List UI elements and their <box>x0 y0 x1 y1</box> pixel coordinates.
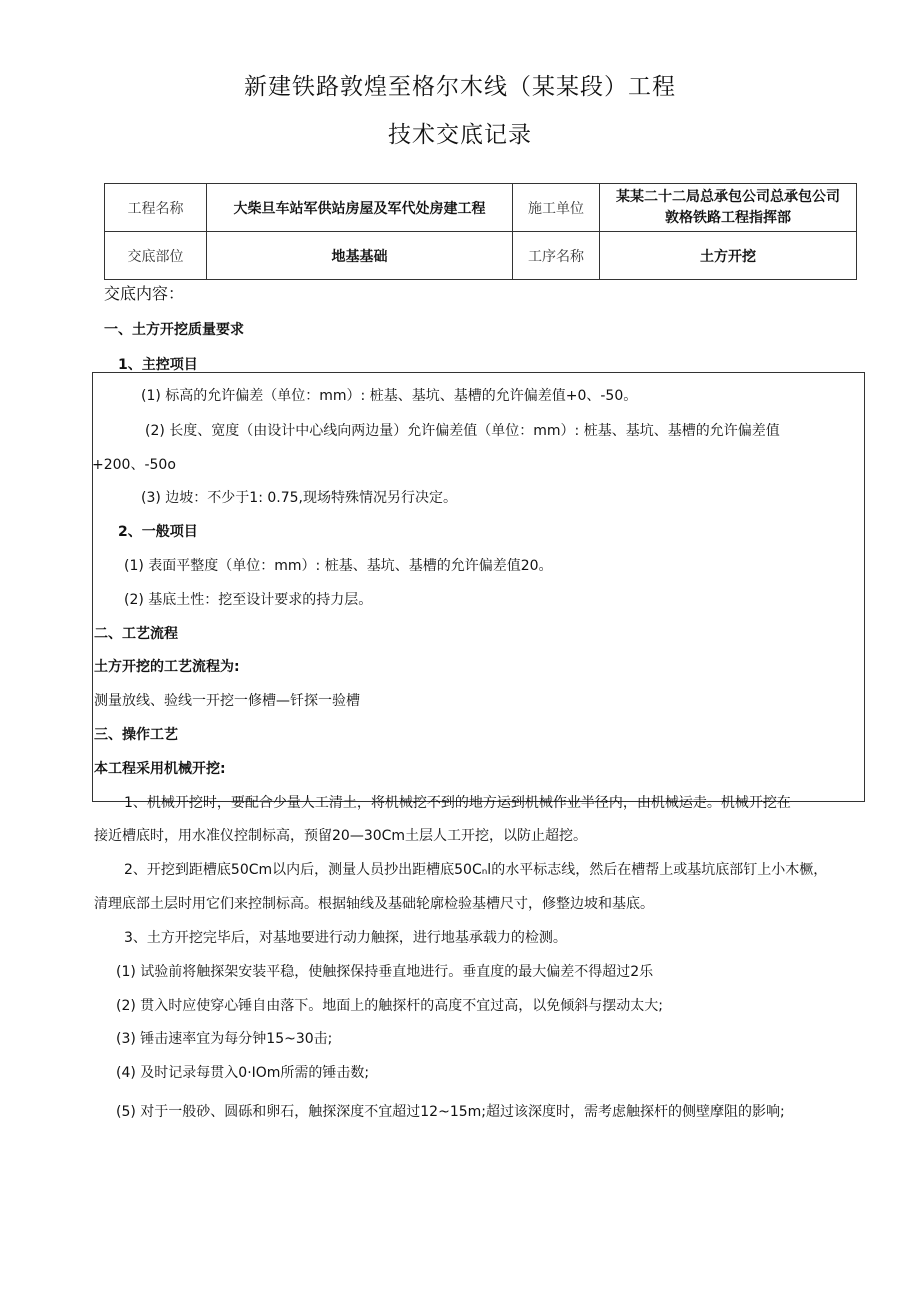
section-3-subheading: 本工程采用机械开挖: <box>94 761 226 777</box>
project-name-label: 工程名称 <box>105 184 207 232</box>
main-item-2-line1: (2) 长度、宽度（由设计中心线向两边量）允许偏差值（单位：mm）: 桩基、基坑、基槽的允许偏差值 <box>145 423 780 439</box>
content-intro: 交底内容： <box>104 284 185 303</box>
contractor-value-line2: 敦格铁路工程指挥部 <box>665 209 791 226</box>
document-subtitle: 技术交底记录 <box>388 122 532 148</box>
test-item-4: (4) 及时记录每贯入0·IOm所需的锤击数; <box>116 1065 370 1081</box>
test-item-1: (1) 试验前将触探架安装平稳，使触探保持垂直地进行。垂直度的最大偏差不得超过2乐 <box>116 964 654 980</box>
process-label: 工序名称 <box>513 232 600 280</box>
section-2-heading: 二、工艺流程 <box>94 626 178 642</box>
main-item-2-line2: +200、-50o <box>92 457 176 473</box>
part-value: 地基基础 <box>207 232 513 280</box>
test-item-3: (3) 锤击速率宜为每分钟15~30击; <box>116 1031 333 1047</box>
contractor-label: 施工单位 <box>513 184 600 232</box>
main-items-heading: 1、主控项目 <box>118 357 198 373</box>
process-flow: 测量放线、验线一开挖一修槽—钎探一验槽 <box>94 693 360 709</box>
general-item-1: (1) 表面平整度（单位：mm）: 桩基、基坑、基槽的允许偏差值20。 <box>124 558 553 574</box>
general-item-2: (2) 基底土性：挖至设计要求的持力层。 <box>124 592 373 608</box>
test-item-2: (2) 贯入时应使穿心锤自由落下。地面上的触探杆的高度不宜过高，以免倾斜与摆动太大; <box>116 998 663 1014</box>
process-value: 土方开挖 <box>600 232 857 280</box>
paragraph-1-line1: 1、机械开挖时，要配合少量人工清土，将机械挖不到的地方运到机械作业半径内，由机械运走。机械开挖在 <box>124 795 791 811</box>
general-items-heading: 2、一般项目 <box>118 524 198 540</box>
document-title: 新建铁路敦煌至格尔木线（某某段）工程 <box>244 74 676 100</box>
table-row <box>105 232 857 280</box>
paragraph-2-line1: 2、开挖到距槽底50Cm以内后，测量人员抄出距槽底50Cₙl的水平标志线，然后在槽帮上或基坑底部钉上小木橛， <box>124 862 828 878</box>
paragraph-3: 3、土方开挖完毕后，对基地要进行动力触探，进行地基承载力的检测。 <box>124 930 567 946</box>
table-row <box>105 184 857 232</box>
section-2-subheading: 土方开挖的工艺流程为: <box>94 659 240 675</box>
section-1-heading: 一、土方开挖质量要求 <box>104 322 244 338</box>
section-3-heading: 三、操作工艺 <box>94 727 178 743</box>
paragraph-2-line2: 清理底部土层时用它们来控制标高。根据轴线及基础轮廓检验基槽尺寸，修整边坡和基底。 <box>94 896 654 912</box>
test-item-5: (5) 对于一般砂、圆砾和卵石，触探深度不宜超过12~15m;超过该深度时，需考虑触探杆的侧壁摩阻的影响; <box>116 1104 785 1120</box>
part-label: 交底部位 <box>105 232 207 280</box>
main-item-1: (1) 标高的允许偏差（单位：mm）: 桩基、基坑、基槽的允许偏差值+0、-50。 <box>141 388 638 404</box>
contractor-value <box>600 184 857 232</box>
info-table <box>104 183 857 280</box>
contractor-value-line1: 某某二十二局总承包公司总承包公司 <box>616 188 840 205</box>
project-name-value: 大柴旦车站军供站房屋及军代处房建工程 <box>207 184 513 232</box>
paragraph-1-line2: 接近槽底时，用水准仪控制标高，预留20—30Cm土层人工开挖，以防止超挖。 <box>94 828 588 844</box>
main-item-3: (3) 边坡：不少于1: 0.75,现场特殊情况另行决定。 <box>141 490 457 506</box>
